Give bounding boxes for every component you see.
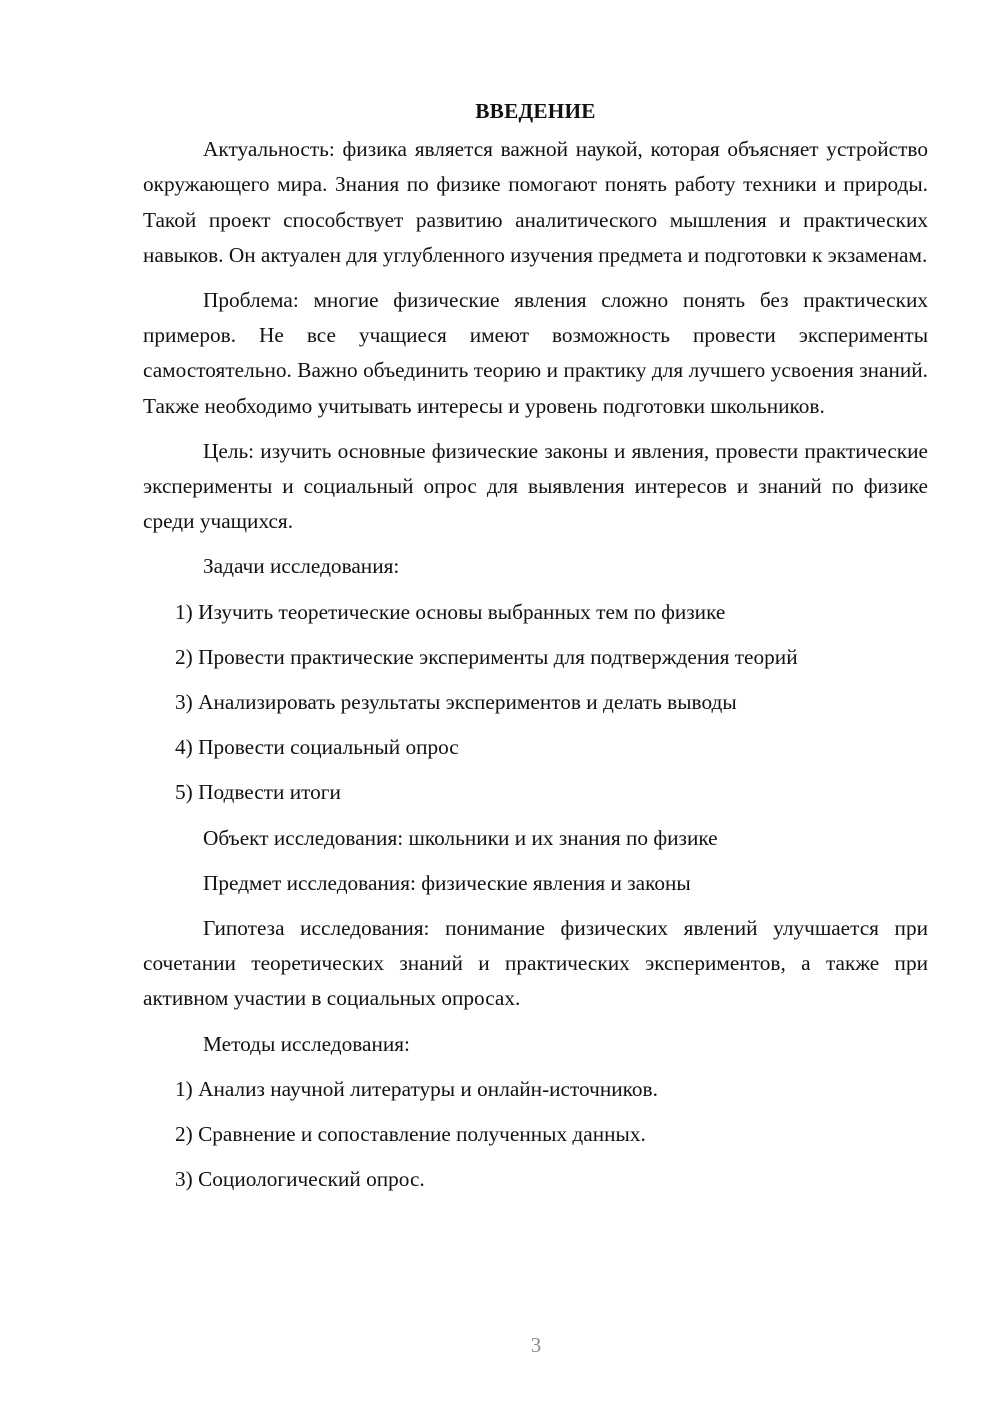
task-item-3: 3) Анализировать результаты экспериментов и делать выводы <box>175 690 737 715</box>
task-item-5: 5) Подвести итоги <box>175 780 341 805</box>
method-item-1: 1) Анализ научной литературы и онлайн-источников. <box>175 1076 658 1101</box>
relevance-paragraph: Актуальность: физика является важной наукой, которая объясняет устройство окружающего мира. Знания по физике помогают понять работу техники и природы. Такой проект способствует развитию аналитического мышления и практических навыков. Он актуален для углубленного изучения предмета и подготовки к экзаменам. <box>143 137 928 267</box>
method-item-2: 2) Сравнение и сопоставление полученных данных. <box>175 1122 646 1147</box>
task-item-2: 2) Провести практические эксперименты для подтверждения теорий <box>175 644 798 669</box>
goal-paragraph: Цель: изучить основные физические законы и явления, провести практические эксперименты и социальный опрос для выявления интересов и знаний по физике среди учащихся. <box>143 438 928 534</box>
method-item-3: 3) Социологический опрос. <box>175 1167 425 1192</box>
section-title: ВВЕДЕНИЕ <box>475 99 596 123</box>
problem-paragraph: Проблема: многие физические явления сложно понять без практических примеров. Не все учащиеся имеют возможность провести эксперименты самостоятельно. Важно объединить теорию и практику для лучшего усвоения знаний. Также необходимо учитывать интересы и уровень подготовки школьников. <box>143 288 928 418</box>
page-content <box>143 94 928 1207</box>
research-subject: Предмет исследования: физические явления и законы <box>203 870 691 895</box>
page-number: 3 <box>530 1333 542 1357</box>
tasks-heading: Задачи исследования: <box>203 554 400 579</box>
task-item-4: 4) Провести социальный опрос <box>175 735 459 760</box>
hypothesis-paragraph: Гипотеза исследования: понимание физических явлений улучшается при сочетании теоретических знаний и практических экспериментов, а также при активном участии в социальных опросах. <box>143 916 928 1011</box>
methods-heading: Методы исследования: <box>203 1031 410 1056</box>
research-object: Объект исследования: школьники и их знания по физике <box>203 825 718 850</box>
task-item-1: 1) Изучить теоретические основы выбранных тем по физике <box>175 599 726 624</box>
